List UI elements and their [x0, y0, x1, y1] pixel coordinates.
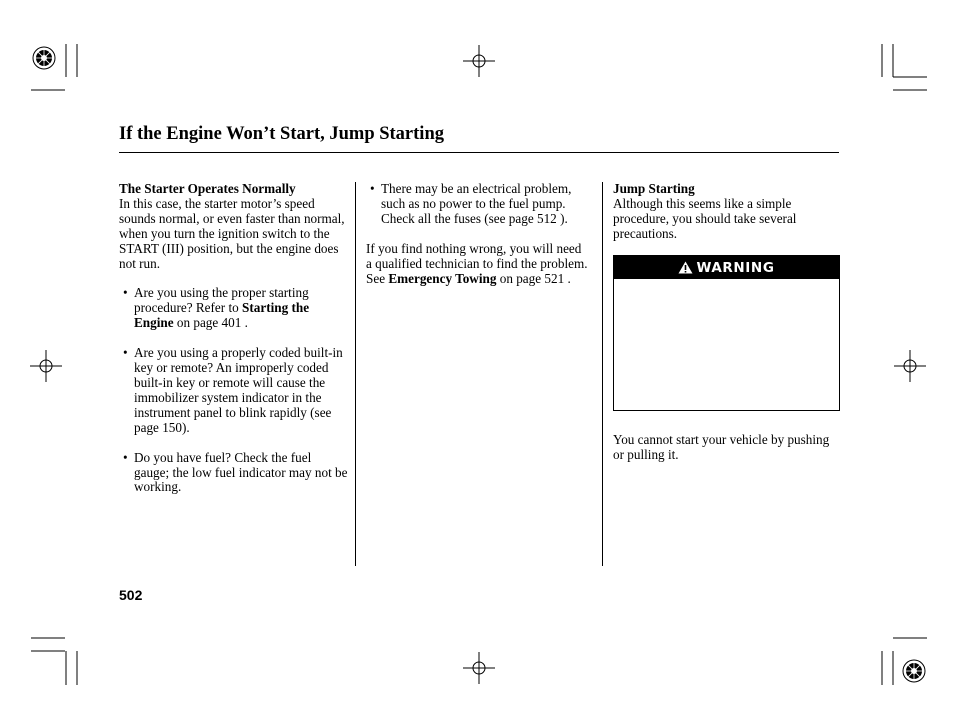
- list-item: • Do you have fuel? Check the fuel gauge; the low fuel indicator may not be working.: [123, 449, 348, 495]
- warning-triangle-icon: [678, 261, 693, 274]
- title-rule: [119, 152, 839, 153]
- list-item: • Are you using a properly coded built-in key or remote? An improperly coded built-in key or remote will cause the immobilizer system indicator in the instrument panel to blink rapidly (see page 150).: [123, 345, 343, 435]
- column-1: [119, 182, 349, 495]
- warning-label: WARNING: [696, 259, 775, 276]
- column-3: [613, 182, 839, 242]
- bullet-icon: •: [123, 285, 128, 301]
- link-text: Emergency Towing: [388, 270, 497, 286]
- link-text: Starting the Engine: [134, 300, 310, 331]
- bullet-icon: •: [370, 181, 375, 196]
- page-title: If the Engine Won’t Start, Jump Starting: [119, 124, 444, 144]
- warning-header: [614, 256, 839, 279]
- column-divider: [602, 182, 603, 566]
- paragraph: If you find nothing wrong, you will need a qualified technician to find the problem. See Emergency Towing on page 521 .: [366, 240, 588, 286]
- intro-paragraph: In this case, the starter motor’s speed sounds normal, or even faster than normal, when you turn the ignition switch to the START (III) position, but the engine does not run.: [119, 195, 345, 271]
- column-divider: [355, 182, 356, 566]
- note-paragraph: You cannot start your vehicle by pushing or pulling it.: [613, 432, 830, 462]
- section-heading: Jump Starting: [613, 181, 695, 196]
- intro-paragraph: Although this seems like a simple procedure, you should take several precautions.: [613, 195, 797, 241]
- bullet-icon: •: [123, 449, 128, 465]
- section-heading: The Starter Operates Normally: [119, 181, 296, 196]
- column-2: [366, 182, 588, 286]
- registration-starburst-icon: [33, 47, 55, 69]
- page-number: 502: [119, 587, 143, 603]
- bullet-icon: •: [123, 345, 128, 361]
- registration-starburst-icon: [903, 660, 925, 682]
- list-item: • There may be an electrical problem, such as no power to the fuel pump. Check all the fuses (see page 512 ).: [370, 181, 572, 226]
- list-item: • Are you using the proper starting procedure? Refer to Starting the Engine on page 401 .: [123, 285, 310, 331]
- warning-box: [613, 255, 840, 411]
